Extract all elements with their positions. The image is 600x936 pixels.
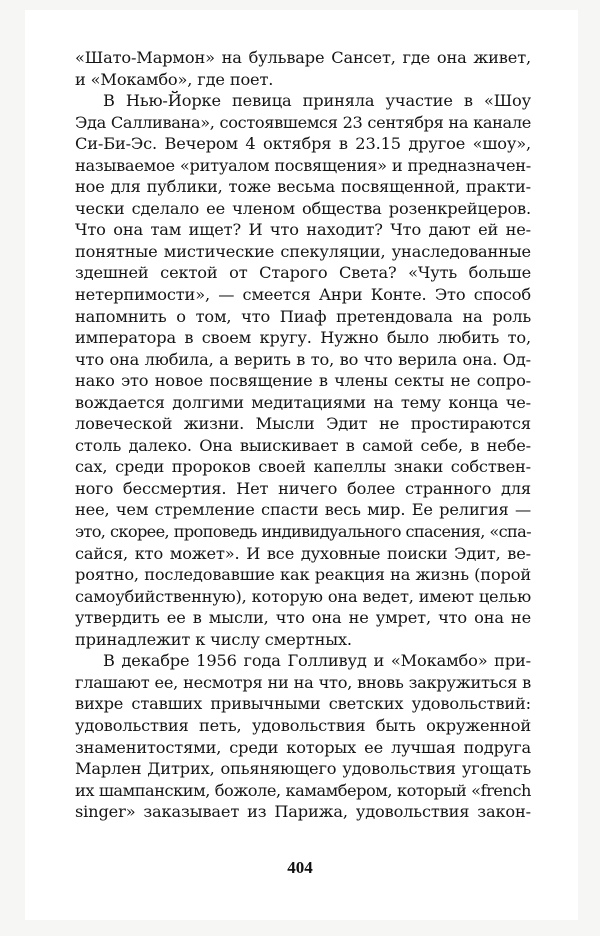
text-line: нако это новое посвящение в члены секты не сопро-	[75, 371, 531, 391]
text-line: называемое «ритуалом посвящения» и предназначен-	[75, 155, 531, 175]
text-line: сайся, кто может». И все духовные поиски Эдит, ве-	[75, 543, 531, 563]
text-line: сах, среди пророков своей капеллы знаки собствен-	[75, 457, 531, 477]
text-line: роятно, последовавшие как реакция на жизнь (порой	[75, 565, 531, 585]
text-line: нее, чем стремление спасти весь мир. Ее религия —	[75, 500, 531, 520]
text-line: вождается долгими медитациями на тему конца че-	[75, 392, 531, 412]
text-line: Что она там ищет? И что находит? Что дают ей не-	[75, 220, 531, 240]
text-line: здешней сектой от Старого Света? «Чуть больше	[75, 263, 531, 283]
text-line: утвердить ее в мысли, что она не умрет, что она не	[75, 608, 531, 628]
text-line: В Нью-Йорке певица приняла участие в «Шоу	[103, 91, 531, 111]
text-line: глашают ее, несмотря ни на что, вновь закружиться в	[75, 672, 531, 692]
text-line: ловеческой жизни. Мысли Эдит не простираются	[75, 414, 531, 434]
text-line: понятные мистические спекуляции, унаследованные	[75, 241, 531, 261]
text-line: императора в своем кругу. Нужно было любить то,	[75, 328, 531, 348]
text-line: напомнить о том, что Пиаф претендовала на роль	[75, 306, 531, 326]
text-line: столь далеко. Она выискивает в самой себе, в небе-	[75, 435, 531, 455]
text-line: что она любила, а верить в то, во что верила она. Од-	[75, 349, 531, 369]
text-line: и «Мокамбо», где поет.	[75, 69, 274, 89]
text-line: нетерпимости», — смеется Анри Конте. Это способ	[75, 285, 531, 305]
text-line: singer» заказывает из Парижа, удовольствия закон-	[75, 802, 531, 822]
body-text	[75, 47, 531, 823]
text-line: В декабре 1956 года Голливуд и «Мокамбо» при-	[103, 651, 531, 671]
text-line: Си-Би-Эс. Вечером 4 октября в 23.15 другое «шоу»,	[75, 134, 531, 154]
text-line: «Шато-Мармон» на бульваре Сансет, где она живет,	[75, 48, 531, 67]
text-line: это, скорее, проповедь индивидуального спасения, «спа-	[75, 522, 531, 542]
text-line: вихре ставших привычными светских удовольствий:	[75, 694, 531, 714]
text-line: Эда Салливана», состоявшемся 23 сентября на канале	[75, 112, 531, 132]
text-line: чески сделало ее членом общества розенкрейцеров.	[75, 198, 531, 218]
text-line: ного бессмертия. Нет ничего более странного для	[75, 478, 531, 498]
text-line: Марлен Дитрих, опьяняющего удовольствия угощать	[75, 759, 531, 779]
text-line: их шампанским, божоле, камамбером, который «french	[75, 780, 531, 800]
text-line: знаменитостями, среди которых ее лучшая подруга	[75, 737, 531, 757]
text-line: принадлежит к числу смертных.	[75, 629, 352, 649]
text-line: ное для публики, тоже весьма посвященной, практи-	[75, 177, 531, 197]
text-line: удовольствия петь, удовольствия быть окруженной	[75, 715, 531, 735]
page-number: 404	[287, 858, 313, 877]
text-line: самоубийственную), которую она ведет, имеют целью	[75, 586, 531, 606]
